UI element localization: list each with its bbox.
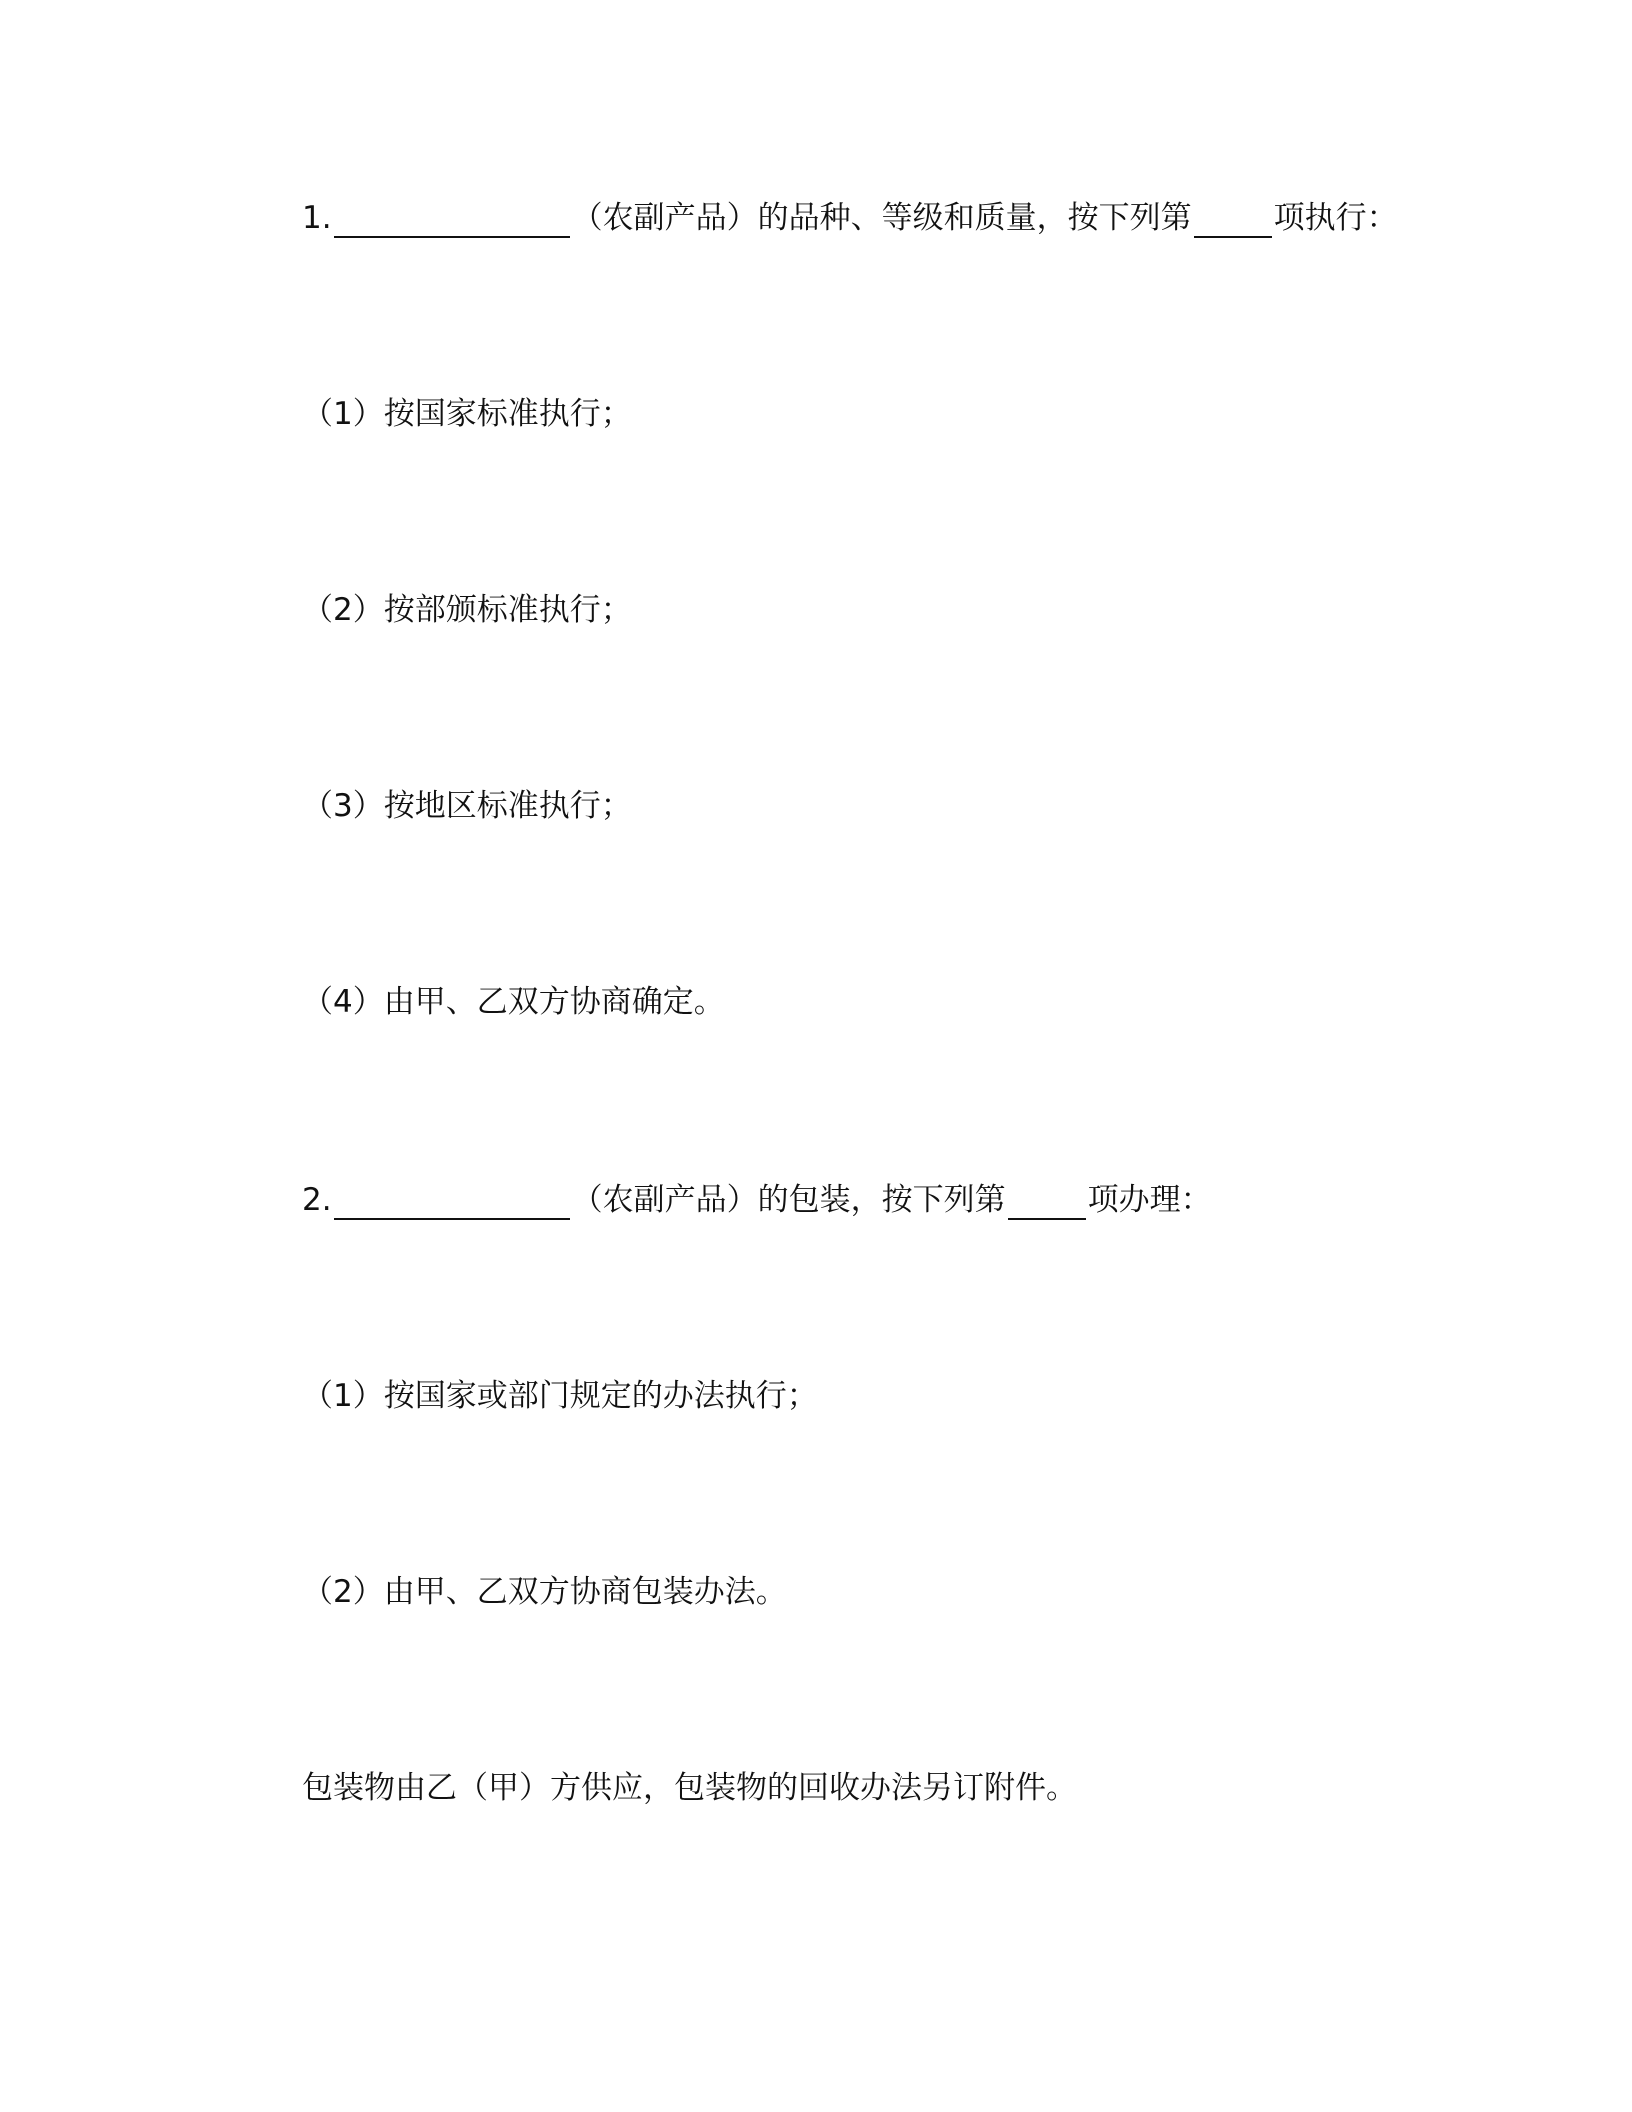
clause-1-end: 项执行： — [1273, 200, 1398, 236]
clause-2-option-1: （1）按国家或部门规定的办法执行； — [302, 1378, 818, 1414]
clause-2-heading — [302, 1180, 1212, 1220]
clause-1-text: （农副产品）的品种、等级和质量，按下列第 — [571, 200, 1192, 236]
clause-1-option-3: （3）按地区标准执行； — [302, 788, 632, 824]
clause-2-option-2: （2）由甲、乙双方协商包装办法。 — [302, 1574, 787, 1610]
clause-2-end: 项办理： — [1087, 1182, 1212, 1218]
option-number-blank-1[interactable] — [1194, 204, 1272, 238]
option-number-blank-2[interactable] — [1008, 1186, 1086, 1220]
clause-1-option-1: （1）按国家标准执行； — [302, 396, 632, 432]
clause-1-heading — [302, 198, 1398, 238]
product-name-blank-1[interactable] — [334, 204, 570, 238]
clause-2-text: （农副产品）的包装，按下列第 — [571, 1182, 1006, 1218]
clause-1-option-2: （2）按部颁标准执行； — [302, 592, 632, 628]
closing-paragraph: 包装物由乙（甲）方供应，包装物的回收办法另订附件。 — [302, 1770, 1077, 1806]
clause-2-number: 2. — [302, 1182, 332, 1218]
clause-1-number: 1. — [302, 200, 332, 236]
product-name-blank-2[interactable] — [334, 1186, 570, 1220]
clause-1-option-4: （4）由甲、乙双方协商确定。 — [302, 984, 725, 1020]
